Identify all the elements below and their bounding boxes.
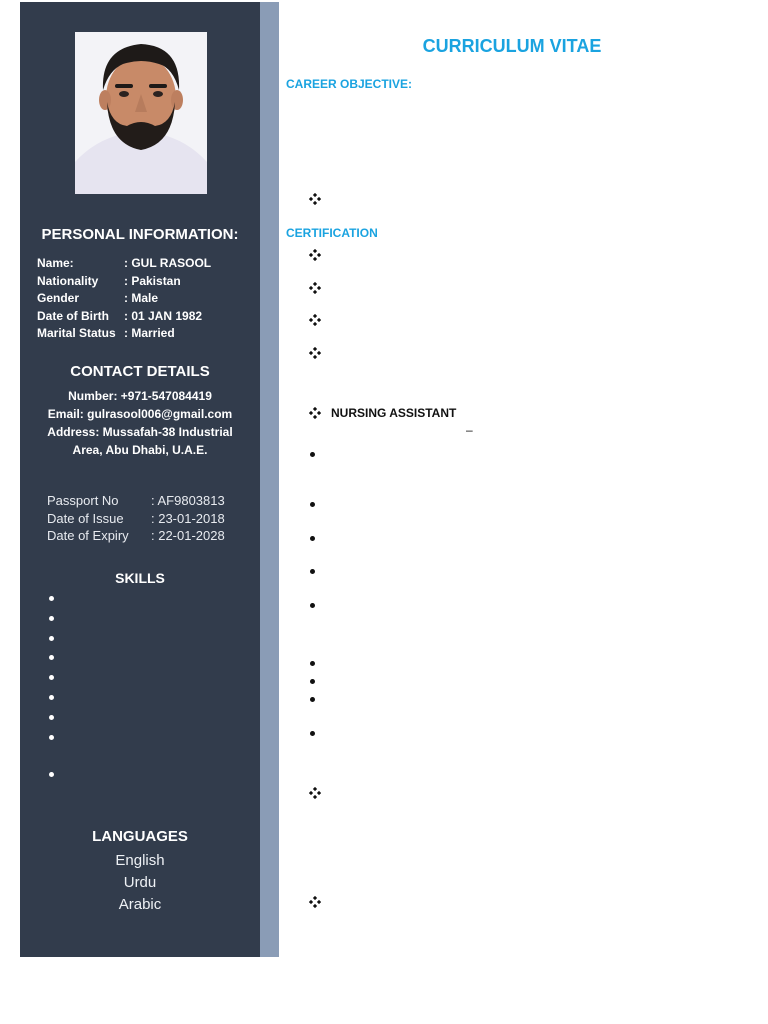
info-row-dob <box>37 308 211 326</box>
experience-title: NURSING ASSISTANT <box>331 406 457 420</box>
info-label: Marital Status <box>37 326 116 340</box>
passport-label: Passport No <box>47 493 119 508</box>
passport-label: Date of Expiry <box>47 528 129 543</box>
diamond-bullet-icon <box>309 249 321 261</box>
passport-row-expiry <box>47 527 225 545</box>
bullet-icon <box>310 502 315 507</box>
page-title: CURRICULUM VITAE <box>422 36 602 56</box>
accent-stripe <box>260 2 279 957</box>
info-value: : Married <box>124 326 175 340</box>
bullet-icon <box>49 596 54 601</box>
personal-info-list <box>37 255 211 343</box>
diamond-bullet-icon <box>309 282 321 294</box>
passport-row-issue <box>47 510 225 528</box>
diamond-bullet-icon <box>309 347 321 359</box>
info-label: Date of Birth <box>37 308 109 323</box>
bullet-icon <box>49 655 54 660</box>
diamond-bullet-icon <box>309 407 321 419</box>
language-item: Urdu <box>123 874 157 891</box>
info-label: Nationality <box>37 273 99 288</box>
diamond-bullet-icon <box>309 314 321 326</box>
info-label: Name: <box>37 256 74 270</box>
contact-address-line1: Address: Mussafah-38 Industrial <box>47 425 233 439</box>
languages-list <box>20 850 260 916</box>
bullet-icon <box>49 715 54 720</box>
language-item: Arabic <box>118 896 162 913</box>
bullet-icon <box>49 695 54 700</box>
info-value: : Pakistan <box>124 273 181 288</box>
diamond-bullet-icon <box>309 193 321 205</box>
bullet-icon <box>49 675 54 680</box>
bullet-icon <box>310 661 315 666</box>
contact-heading: CONTACT DETAILS <box>70 363 210 380</box>
experience-dash: – <box>466 423 473 437</box>
profile-photo <box>75 32 207 194</box>
info-row-gender <box>37 290 211 308</box>
profile-photo-illustration <box>75 32 207 194</box>
passport-details <box>47 492 225 545</box>
sidebar <box>20 2 260 957</box>
contact-address-line2: Area, Abu Dhabi, U.A.E. <box>72 443 208 457</box>
personal-info-heading: PERSONAL INFORMATION: <box>41 226 239 243</box>
skills-heading: SKILLS <box>115 570 165 586</box>
contact-details <box>20 387 260 459</box>
bullet-icon <box>310 452 315 457</box>
passport-label: Date of Issue <box>47 510 124 526</box>
passport-value: : AF9803813 <box>151 493 225 508</box>
certification-heading: CERTIFICATION <box>286 226 378 240</box>
bullet-icon <box>310 603 315 608</box>
diamond-bullet-icon <box>309 787 321 799</box>
contact-number: Number: +971-547084419 <box>68 389 212 403</box>
bullet-icon <box>310 679 315 684</box>
bullet-icon <box>310 536 315 541</box>
diamond-bullet-icon <box>309 896 321 908</box>
info-value: : Male <box>124 291 159 305</box>
bullet-icon <box>310 731 315 736</box>
info-value: : GUL RASOOL <box>124 256 212 270</box>
career-objective-heading: CAREER OBJECTIVE: <box>286 77 413 91</box>
passport-value: : 22-01-2028 <box>151 528 225 543</box>
bullet-icon <box>49 735 54 740</box>
passport-value: : 23-01-2018 <box>151 510 225 526</box>
bullet-icon <box>49 616 54 621</box>
info-row-name <box>37 255 211 273</box>
passport-row-number <box>47 492 225 510</box>
info-label: Gender <box>37 291 80 305</box>
info-value: : 01 JAN 1982 <box>124 308 203 323</box>
bullet-icon <box>310 569 315 574</box>
info-row-nationality <box>37 273 211 291</box>
contact-email: Email: gulrasool006@gmail.com <box>47 407 233 421</box>
bullet-icon <box>49 772 54 777</box>
bullet-icon <box>49 636 54 641</box>
bullet-icon <box>310 697 315 702</box>
info-row-marital <box>37 325 211 343</box>
language-item: English <box>115 852 165 869</box>
languages-heading: LANGUAGES <box>92 828 188 845</box>
